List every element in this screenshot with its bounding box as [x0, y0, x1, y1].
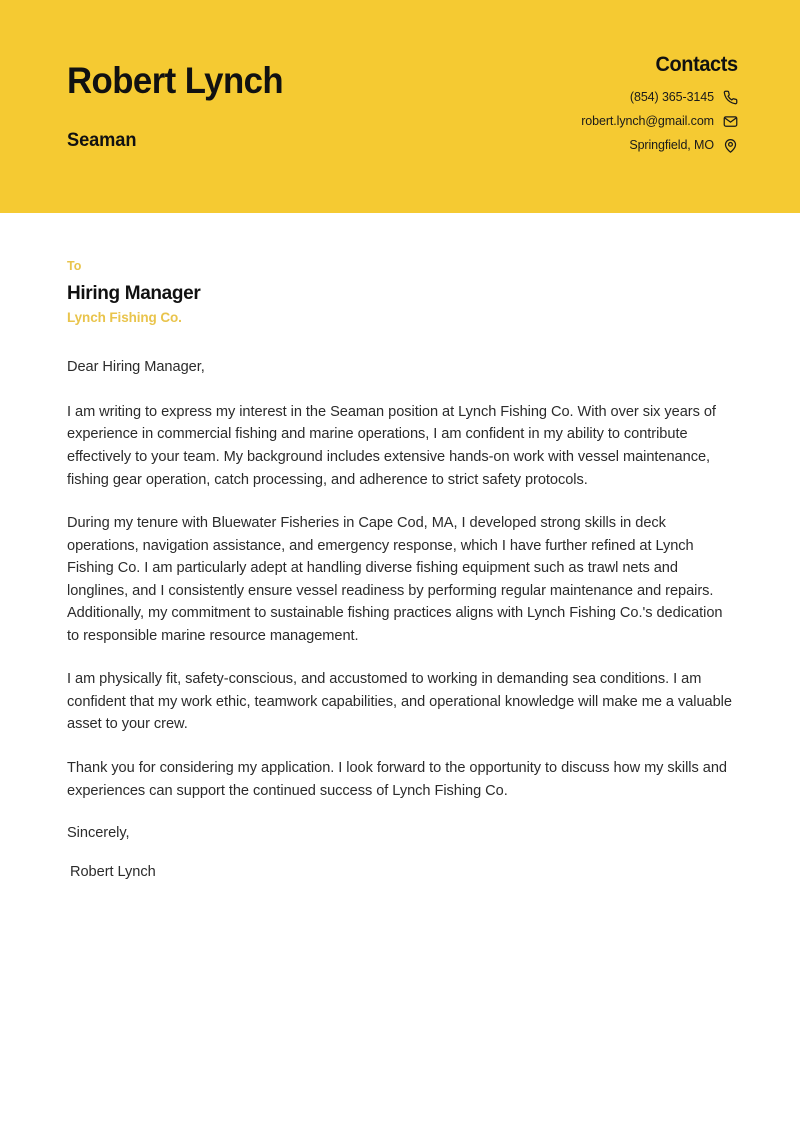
contact-location-value: Springfield, MO — [629, 138, 714, 152]
letter-paragraph: During my tenure with Bluewater Fisheries in Cape Cod, MA, I developed strong skills in deck operations, navigation assistance, and emergency response, which I have further refined at Lynch Fishing Co. I am particularly adept at handling diverse fishing equipment such as trawl nets and longlines, and I consistently ensure vessel readiness by performing regular maintenance and repairs. Additionally, my commitment to sustainable fishing practices aligns with Lynch Fishing Co.'s dedication to responsible marine resource management. — [67, 515, 723, 644]
email-icon — [723, 114, 738, 129]
contacts-heading: Contacts — [655, 53, 738, 76]
letter-paragraph: I am physically fit, safety-conscious, and accustomed to working in demanding sea conditions. I am confident that my work ethic, teamwork capabilities, and operational knowledge will make me a valuable asset to your crew. — [67, 671, 732, 733]
identity-block — [67, 62, 297, 152]
contact-phone-value: (854) 365-3145 — [629, 90, 714, 104]
applicant-name: Robert Lynch — [67, 60, 284, 101]
recipient-block — [67, 213, 733, 325]
phone-icon — [723, 90, 738, 105]
letter-header-band — [0, 0, 800, 213]
applicant-job-title: Seaman — [67, 129, 137, 151]
recipient-name: Hiring Manager — [67, 283, 201, 304]
closing-salutation: Sincerely, — [67, 825, 130, 842]
contact-row-email[interactable] — [581, 114, 738, 129]
letter-body-area — [0, 213, 800, 884]
letter-paragraph: I am writing to express my interest in the Seaman position at Lynch Fishing Co. With over six years of experience in commercial fishing and marine operations, I am confident in my ability to contribute effectively to your team. My background includes extensive hands-on work with vessel maintenance, fishing gear operation, catch processing, and adherence to strict safety protocols. — [67, 403, 716, 488]
contact-row-phone[interactable] — [581, 90, 738, 105]
to-label: To — [67, 259, 82, 273]
location-pin-icon — [723, 138, 738, 153]
recipient-company: Lynch Fishing Co. — [67, 310, 182, 325]
contact-email-value: robert.lynch@gmail.com — [581, 114, 714, 128]
contact-row-location[interactable] — [581, 138, 738, 153]
letter-paragraph: Thank you for considering my application. I look forward to the opportunity to discuss how my skills and experiences can support the continued success of Lynch Fishing Co. — [67, 760, 727, 799]
signature-name: Robert Lynch — [70, 863, 156, 880]
salutation: Dear Hiring Manager, — [67, 359, 205, 375]
letter-content — [67, 325, 733, 884]
contacts-block — [581, 53, 738, 153]
